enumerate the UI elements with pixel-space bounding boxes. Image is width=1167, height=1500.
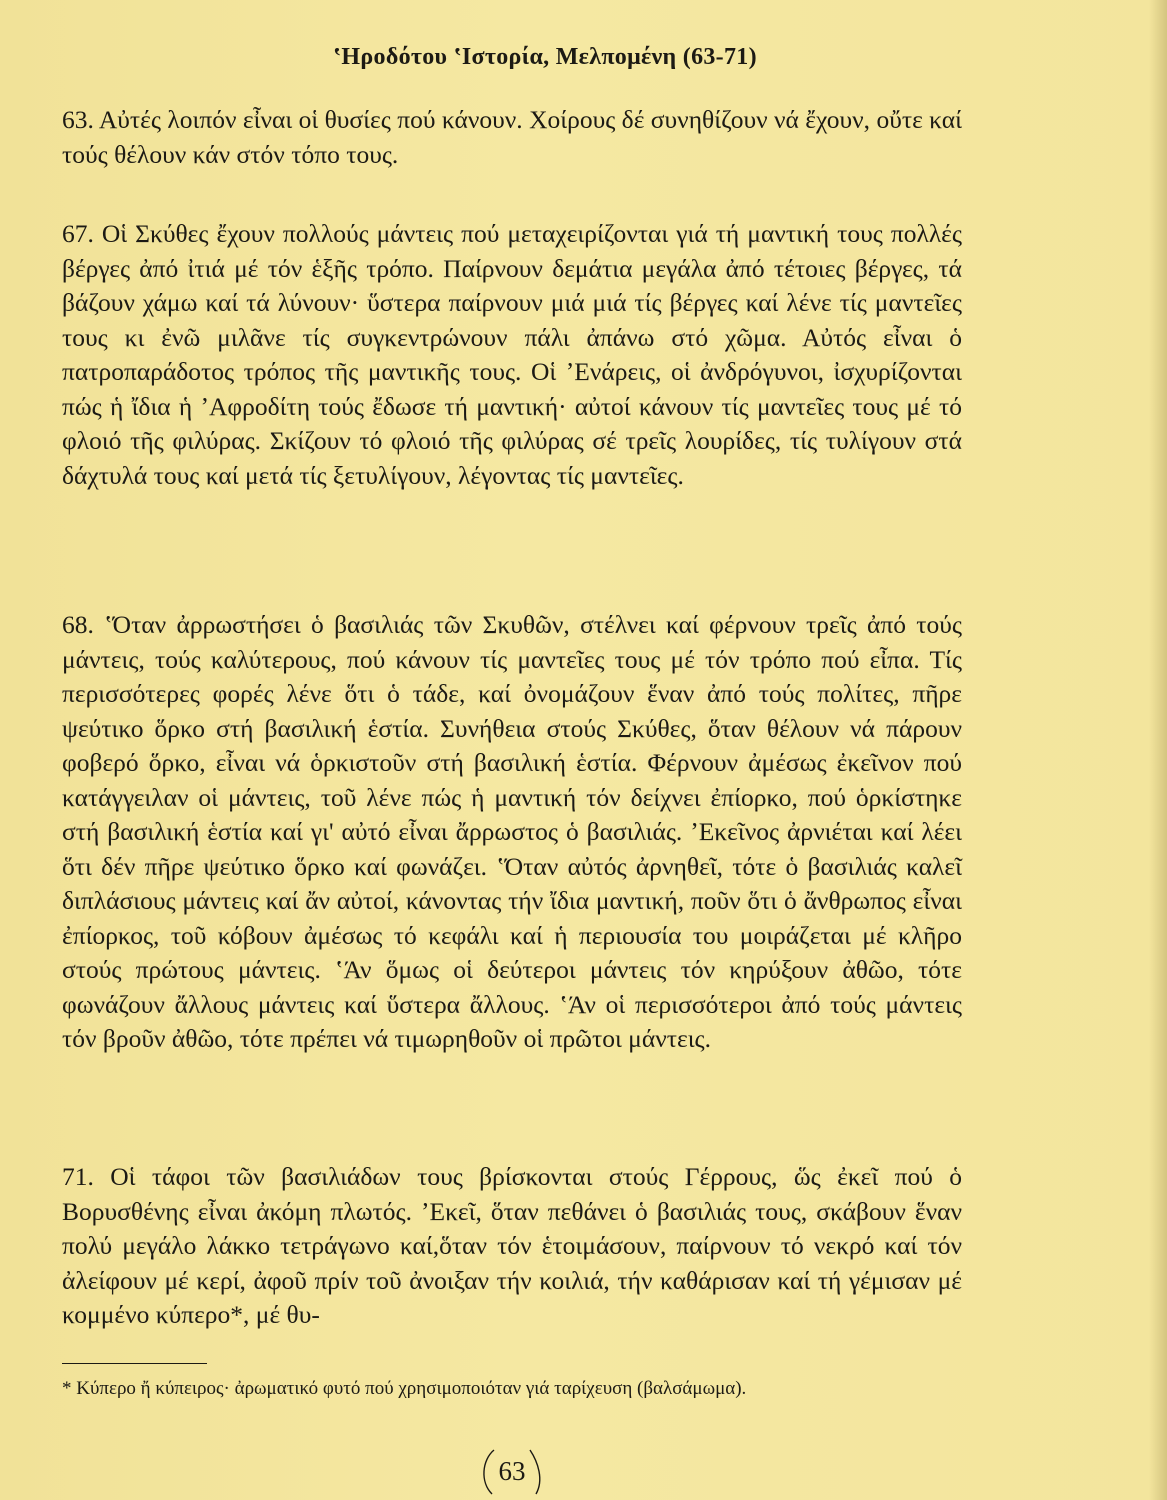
footnote-divider	[62, 1363, 207, 1364]
section-number: 67.	[62, 219, 94, 248]
section-68	[62, 608, 962, 1057]
footnote: * Κύπερο ἤ κύπειρος· ἀρωματικό φυτό πού χρησιμοποιόταν γιά ταρίχευση (βαλσάμωμα).	[62, 1378, 747, 1399]
section-71	[62, 1160, 962, 1333]
section-text: Οἱ τάφοι τῶν βασιλιάδων τους βρίσκονται στούς Γέρρους, ὥς ἐκεῖ πού ὁ Βορυσθένης εἶναι ἀκόμη πλωτός. ʼΕκεῖ, ὅταν πεθάνει ὁ βασιλιάς τους, σκάβουν ἕναν πολύ μεγάλο λάκκο τετράγωνο καί,ὅταν τόν ἑτοιμάσουν, παίρνουν τό νεκρό καί τόν ἀλείφουν μέ κερί, ἀφοῦ πρίν τοῦ ἀνοιξαν τήν κοιλιά, τήν καθάρισαν καί τή γέμισαν μέ κομμένο κύπερο*, μέ θυ-	[62, 1162, 963, 1329]
section-63	[62, 103, 962, 172]
section-text: Οἱ Σκύθες ἔχουν πολλούς μάντεις πού μεταχειρίζονται γιά τή μαντική τους πολλές βέργες ἀπό ἰτιά μέ τόν ἑξῆς τρόπο. Παίρνουν δεμάτια μεγάλα ἀπό τέτοιες βέργες, τά βάζουν χάμω καί τά λύνουν· ὕστερα παίρνουν μιά μιά τίς βέργες καί λένε τίς μαντεῖες τους κι ἐνῶ μιλᾶνε τίς συγκεντρώνουν πάλι ἀπάνω στό χῶμα. Αὐτός εἶναι ὁ πατροπαράδοτος τρόπος τῆς μαντικῆς τους. Οἱ ʼΕνάρεις, οἱ ἀνδρόγυνοι, ἰσχυρίζονται πώς ἡ ἴδια ἡ ʼΑφροδίτη τούς ἔδωσε τή μαντική· αὐτοί κάνουν τίς μαντεῖες τους μέ τό φλοιό τῆς φιλύρας. Σκίζουν τό φλοιό τῆς φιλύρας σέ τρεῖς λουρίδες, τίς τυλίγουν στά δάχτυλά τους καί μετά τίς ξετυλίγουν, λέγοντας τίς μαντεῖες.	[62, 219, 962, 490]
section-number: 63.	[62, 105, 94, 134]
section-text: Αὐτές λοιπόν εἶναι οἱ θυσίες πού κάνουν. Χοίρους δέ συνηθίζουν νά ἔχουν, οὔτε καί τούς θέλουν κάν στόν τόπο τους.	[62, 105, 963, 169]
section-number: 71.	[62, 1162, 94, 1191]
section-67	[62, 217, 962, 493]
section-text: ʽΌταν ἀρρωστήσει ὁ βασιλιάς τῶν Σκυθῶν, στέλνει καί φέρνουν τρεῖς ἀπό τούς μάντεις, τούς καλύτερους, πού κάνουν τίς μαντεῖες τους μέ τόν τρόπο πού εἶπα. Τίς περισσότερες φορές λένε ὅτι ὁ τάδε, καί ὀνομάζουν ἕναν ἀπό τούς πολίτες, πῆρε ψεύτικο ὅρκο στή βασιλική ἑστία. Συνήθεια στούς Σκύθες, ὅταν θέλουν νά πάρουν φοβερό ὅρκο, εἶναι νά ὁρκιστοῦν στή βασιλική ἑστία. Φέρνουν ἀμέσως ἐκεῖνον πού κατάγγειλαν οἱ μάντεις, τοῦ λένε πώς ἡ μαντική τόν δείχνει ἐπίορκο, πού ὁρκίστηκε στή βασιλική ἑστία καί γι' αὐτό εἶναι ἄρρωστος ὁ βασιλιάς. ʼΕκεῖνος ἀρνιέται καί λέει ὅτι δέν πῆρε ψεύτικο ὅρκο καί φωνάζει. ʽΌταν αὐτός ἀρνηθεῖ, τότε ὁ βασιλιάς καλεῖ διπλάσιους μάντεις καί ἄν αὐτοί, κάνοντας τήν ἴδια μαντική, ποῦν ὅτι ὁ ἄνθρωπος εἶναι ἐπίορκος, τοῦ κόβουν ἀμέσως τό κεφάλι καί ἡ περιουσία του μοιράζεται μέ κλῆρο στούς πρώτους μάντεις. ʽΆν ὅμως οἱ δεύτεροι μάντεις τόν κηρύξουν ἀθῶο, τότε φωνάζουν ἄλλους μάντεις καί ὕστερα ἄλλους. ʽΆν οἱ περισσότεροι ἀπό τούς μάντεις τόν βροῦν ἀθῶο, τότε πρέπει νά τιμωρηθοῦν οἱ πρῶτοι μάντεις.	[62, 610, 962, 1053]
section-number: 68.	[62, 610, 94, 639]
running-header: ʽΗροδότου ʽΙστορία, Μελπομένη (63-71)	[333, 44, 757, 70]
page-edge-shadow	[1149, 0, 1167, 1500]
page-number-text: 63	[498, 1456, 526, 1486]
page-number	[472, 1446, 552, 1496]
